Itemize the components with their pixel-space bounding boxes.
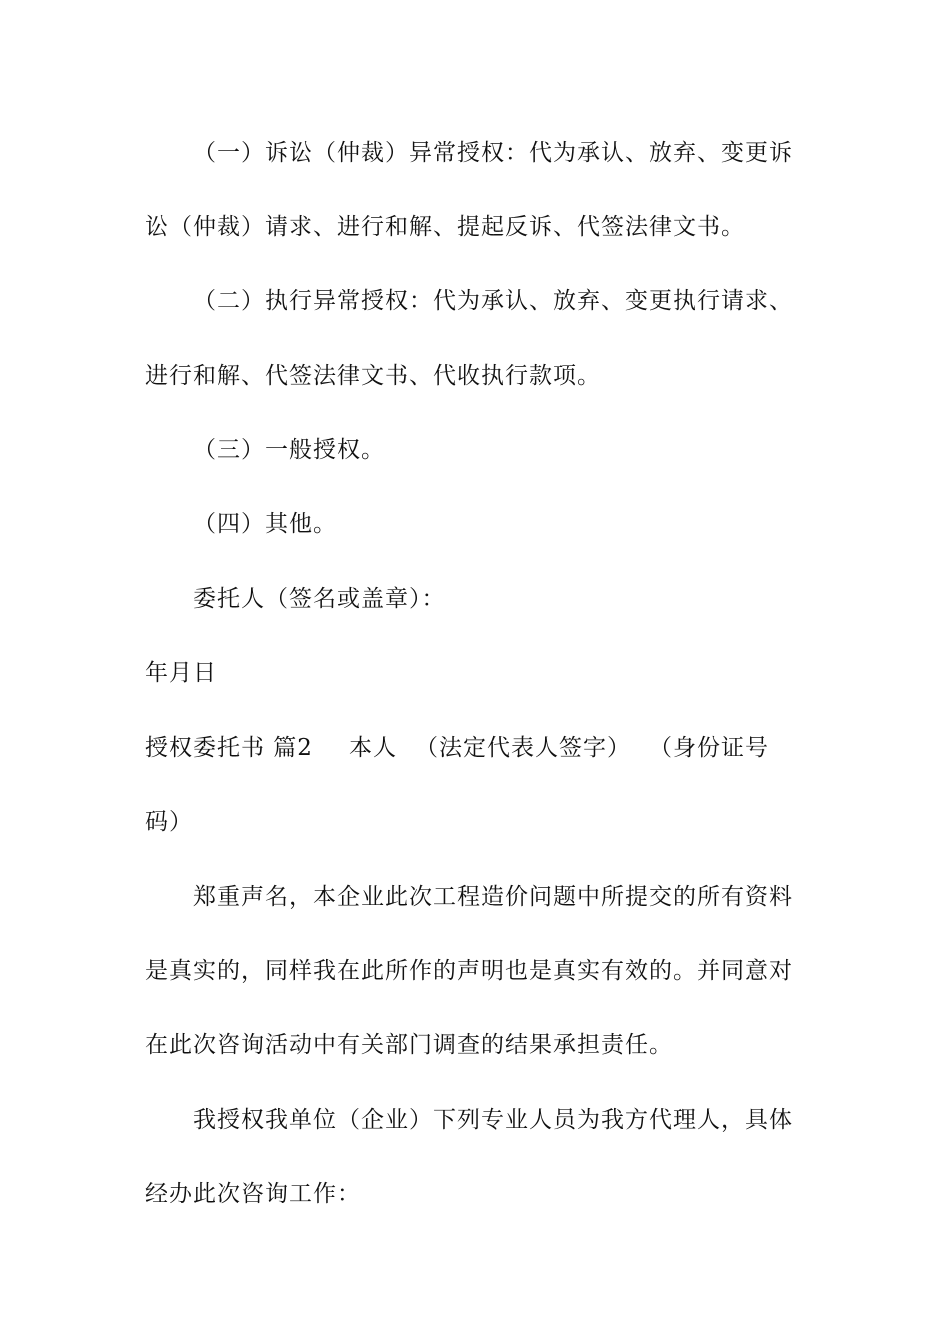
section-title: 授权委托书 篇2 — [145, 735, 313, 761]
paragraph-line: （三）一般授权。 — [193, 437, 385, 463]
paragraph-line: （二）执行异常授权：代为承认、放弃、变更执行请求、 — [193, 288, 793, 314]
paragraph-line: 我授权我单位（企业）下列专业人员为我方代理人，具体 — [193, 1107, 793, 1133]
paragraph-line: 是真实的，同样我在此所作的声明也是真实有效的。并同意对 — [145, 958, 793, 984]
paragraph-line: 码） — [145, 809, 193, 835]
paragraph-line: 讼（仲裁）请求、进行和解、提起反诉、代签法律文书。 — [145, 214, 745, 240]
paragraph-line: 在此次咨询活动中有关部门调查的结果承担责任。 — [145, 1032, 673, 1058]
paragraph-line: 经办此次咨询工作： — [145, 1181, 361, 1207]
paragraph-line: 郑重声名，本企业此次工程造价问题中所提交的所有资料 — [193, 884, 793, 910]
date-line: 年月日 — [145, 660, 217, 686]
paragraph-line: （四）其他。 — [193, 511, 337, 537]
paragraph-line: （一）诉讼（仲裁）异常授权：代为承认、放弃、变更诉 — [193, 140, 793, 166]
heading-line — [145, 733, 810, 763]
signature-prompt: 委托人（签名或盖章）： — [193, 586, 446, 612]
legal-rep-signature-label: （法定代表人签字） — [414, 735, 631, 761]
id-number-label: （身份证号 — [648, 735, 769, 761]
paragraph-line: 进行和解、代签法律文书、代收执行款项。 — [145, 363, 601, 389]
self-label: 本人 — [348, 735, 397, 761]
